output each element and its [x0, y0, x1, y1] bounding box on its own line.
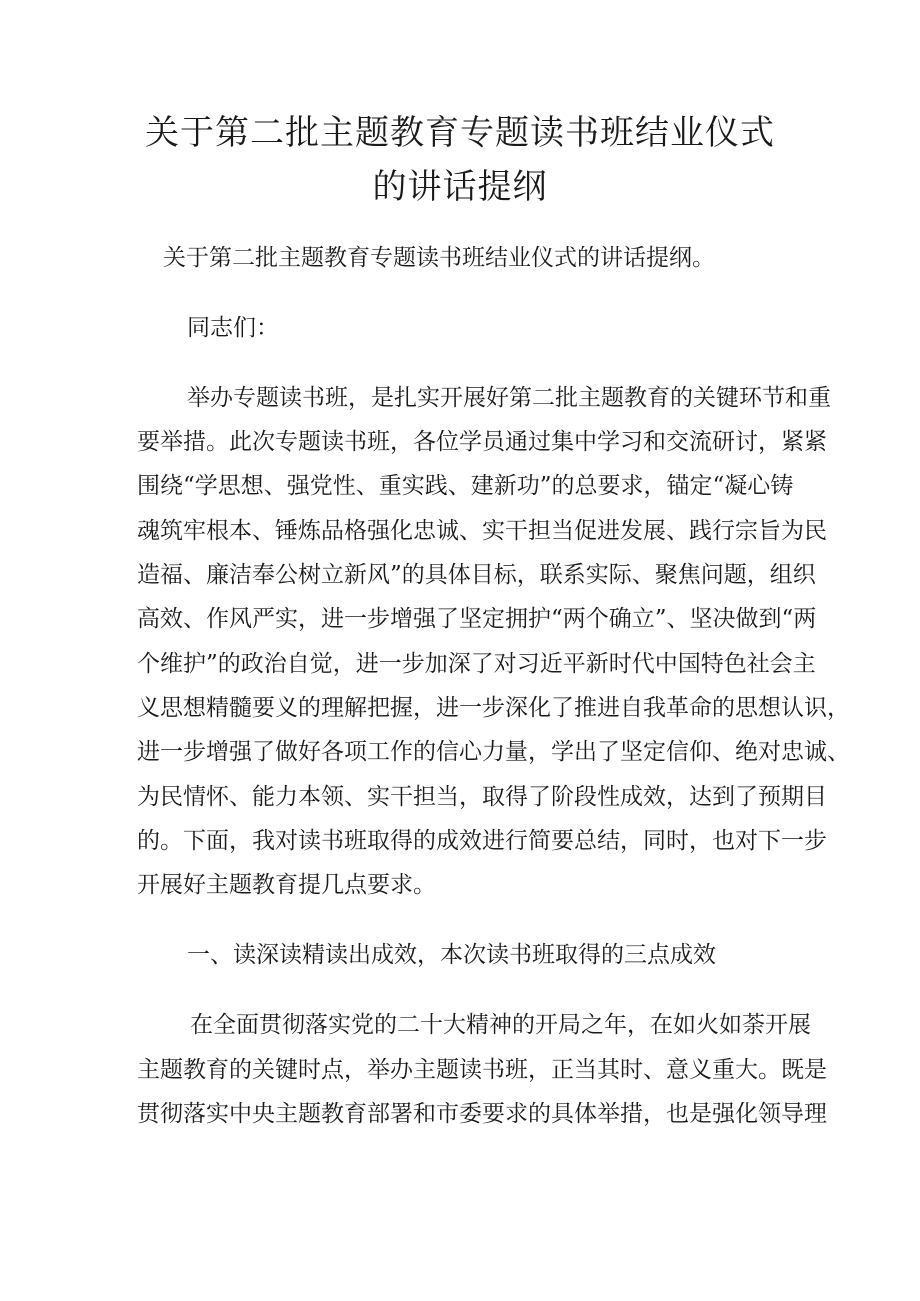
paragraph1-line: 的。下面，我对读书班取得的成效进行简要总结，同时，也对下一步 [137, 828, 827, 854]
paragraph1-line: 个维护”的政治自觉，进一步加深了对习近平新时代中国特色社会主 [137, 651, 816, 677]
paragraph1-line: 举办专题读书班，是扎实开展好第二批主题教育的关键环节和重 [187, 385, 831, 411]
paragraph2-line: 在全面贯彻落实党的二十大精神的开局之年，在如火如荼开展 [190, 1012, 811, 1038]
section-heading: 一、读深读精读出成效，本次读书班取得的三点成效 [187, 942, 716, 968]
salutation: 同志们： [187, 315, 279, 341]
paragraph1-line: 造福、廉洁奉公树立新风”的具体目标，联系实际、聚焦问题，组织 [137, 562, 816, 588]
paragraph1-line: 进一步增强了做好各项工作的信心力量，学出了坚定信仰、绝对忠诚、 [137, 739, 850, 765]
paragraph1-line: 要举措。此次专题读书班，各位学员通过集中学习和交流研讨，紧紧 [137, 429, 827, 455]
paragraph1-line: 义思想精髓要义的理解把握，进一步深化了推进自我革命的思想认识， [137, 695, 850, 721]
document-title-line-1: 关于第二批主题教育专题读书班结业仪式 [145, 113, 775, 153]
paragraph1-line: 为民情怀、能力本领、实干担当，取得了阶段性成效，达到了预期目 [137, 784, 827, 810]
paragraph1-line: 开展好主题教育提几点要求。 [137, 872, 436, 898]
paragraph2-line: 主题教育的关键时点，举办主题读书班，正当其时、意义重大。既是 [137, 1057, 827, 1083]
paragraph2-line: 贯彻落实中央主题教育部署和市委要求的具体举措，也是强化领导理 [137, 1101, 827, 1127]
document-subtitle: 关于第二批主题教育专题读书班结业仪式的讲话提纲。 [163, 245, 715, 271]
paragraph1-line: 魂筑牢根本、锤炼品格强化忠诚、实干担当促进发展、践行宗旨为民 [137, 518, 827, 544]
paragraph1-line: 围绕“学思想、强党性、重实践、建新功”的总要求，锚定“凝心铸 [137, 473, 794, 499]
document-title-line-2: 的讲话提纲 [372, 167, 548, 207]
paragraph1-line: 高效、作风严实，进一步增强了坚定拥护“两个确立”、坚决做到“两 [137, 606, 817, 632]
